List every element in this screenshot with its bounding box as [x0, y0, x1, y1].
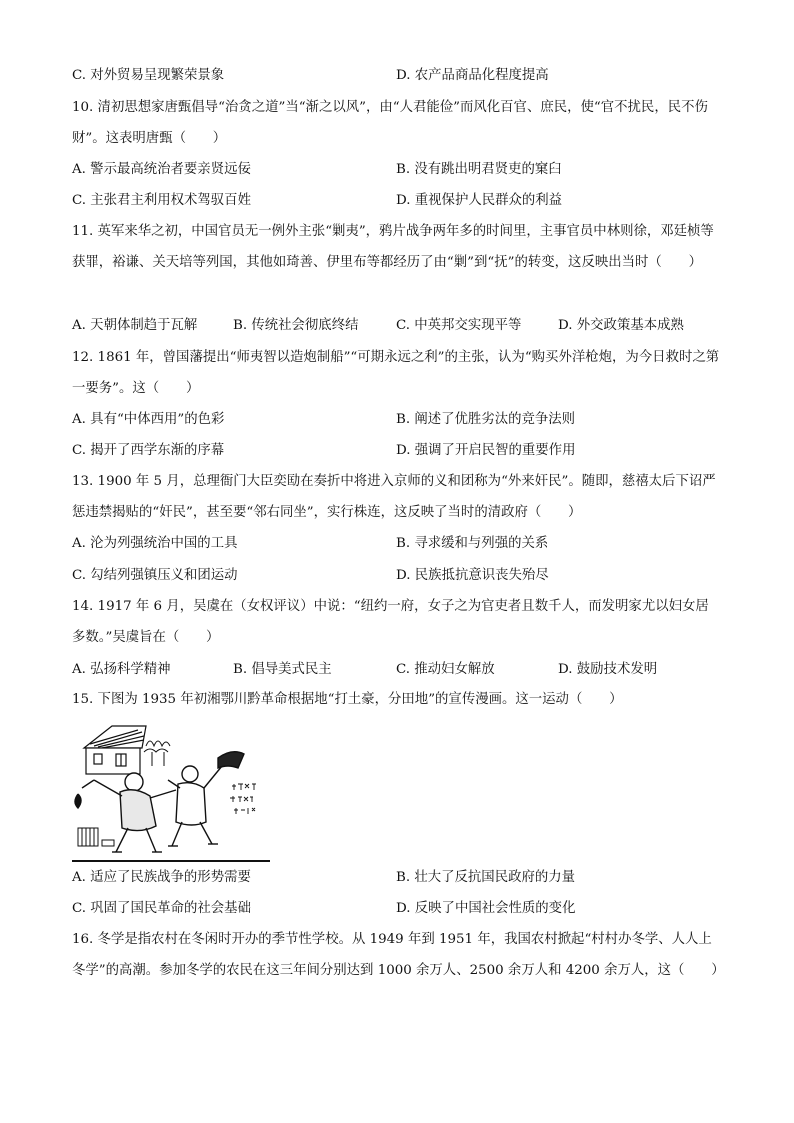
q12-option-d: D. 强调了开启民智的重要作用 [396, 443, 576, 458]
q14-option-a: A. 弘扬科学精神 [72, 662, 171, 677]
q15-option-c: C. 巩固了国民革命的社会基础 [72, 901, 251, 916]
q15-option-d: D. 反映了中国社会性质的变化 [396, 901, 576, 916]
q16-stem: 16. 冬学是指农村在冬闲时开办的季节性学校。从 1949 年到 1951 年，我国农村掀起“村村办冬学、人人上冬学”的高潮。参加冬学的农民在这三年间分别达到 1000 余万人、2500 余万人和 4200 余万人，这（ ） [72, 932, 725, 978]
q15-stem: 15. 下图为 1935 年初湘鄂川黔革命根据地“打土豪，分田地”的宣传漫画。这一运动（ ） [72, 692, 623, 707]
q14-stem: 14. 1917 年 6 月，吴虞在（女权评议）中说：“纽约一府，女子之为官吏者且数千人，而发明家尤以妇女居多数。”吴虞旨在（ ） [72, 599, 709, 645]
q14-option-c: C. 推动妇女解放 [396, 662, 495, 677]
q10-option-b: B. 没有跳出明君贤吏的窠臼 [396, 162, 562, 177]
q13-option-b: B. 寻求缓和与列强的关系 [396, 536, 549, 551]
q13-stem: 13. 1900 年 5 月，总理衙门大臣奕劻在奏折中将进入京师的义和团称为“外来奸民”。随即，慈禧太后下诏严惩违禁揭贴的“奸民”，甚至要“邻右同坐”，实行株连，这反映了当时的清政府（ ） [72, 474, 716, 520]
q10-option-d: D. 重视保护人民群众的利益 [396, 193, 563, 208]
q13-option-d: D. 民族抵抗意识丧失殆尽 [396, 568, 549, 583]
q13-option-c: C. 勾结列强镇压义和团运动 [72, 568, 238, 583]
q11-option-c: C. 中英邦交实现平等 [396, 318, 522, 333]
propaganda-cartoon [72, 718, 270, 862]
q12-option-a: A. 具有“中体西用”的色彩 [72, 412, 225, 427]
q9-option-d: D. 农产品商品化程度提高 [396, 68, 549, 83]
house-icon [84, 726, 146, 774]
q10-stem: 10. 清初思想家唐甄倡导“治贪之道”当“渐之以风”，由“人君能俭”而风化百官、庶民，使“官不扰民，民不伤财”。这表明唐甄（ ） [72, 100, 708, 146]
q15-option-b: B. 壮大了反抗国民政府的力量 [396, 870, 576, 885]
cartoon-drawing [72, 718, 270, 860]
q9-option-c: C. 对外贸易呈现繁荣景象 [72, 68, 225, 83]
q11-stem: 11. 英军来华之初，中国官员无一例外主张“剿夷”，鸦片战争两年多的时间里，主事官员中林则徐，邓廷桢等获罪，裕谦、关天培等列国，其他如琦善、伊里布等都经历了由“剿”到“抚”的转变，这反映出当时（ ） [72, 224, 714, 270]
q15-option-a: A. 适应了民族战争的形势需要 [72, 870, 251, 885]
calligraphy-inscription-icon [230, 784, 256, 814]
fence-icon [78, 828, 114, 846]
q12-option-c: C. 揭开了西学东渐的序幕 [72, 443, 225, 458]
trees-icon [144, 741, 170, 766]
q11-option-a: A. 天朝体制趋于瓦解 [72, 318, 198, 333]
q11-option-d: D. 外交政策基本成熟 [558, 318, 684, 333]
q11-option-b: B. 传统社会彻底终结 [233, 318, 359, 333]
q14-option-b: B. 倡导美式民主 [233, 662, 332, 677]
q14-option-d: D. 鼓励技术发明 [558, 662, 658, 677]
q10-option-a: A. 警示最高统治者要亲贤远佞 [72, 162, 251, 177]
q13-option-a: A. 沦为列强统治中国的工具 [72, 536, 238, 551]
q12-stem: 12. 1861 年，曾国藩提出“师夷智以造炮制船”“可期永远之利”的主张，认为“购买外洋枪炮，为今日救时之第一要务”。这（ ） [72, 350, 720, 396]
q12-option-b: B. 阐述了优胜劣汰的竞争法则 [396, 412, 576, 427]
q10-option-c: C. 主张君主利用权术驾驭百姓 [72, 193, 251, 208]
